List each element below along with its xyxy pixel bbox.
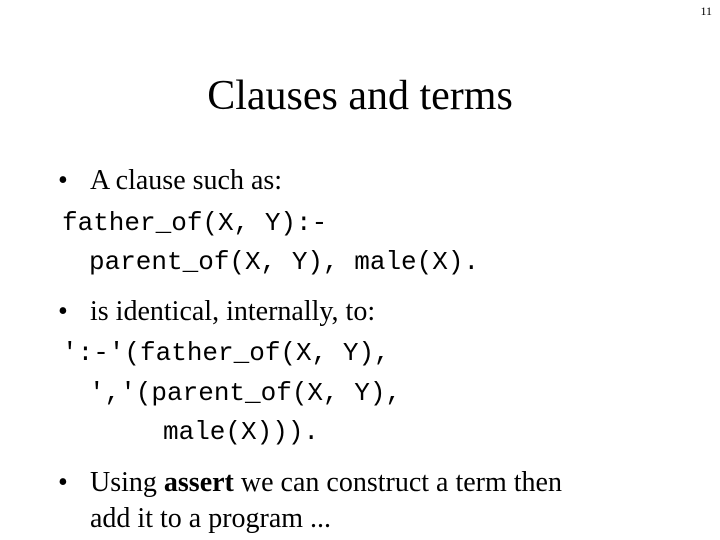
slide-number: 11 <box>700 4 712 18</box>
code-line-2: parent_of(X, Y), male(X). <box>89 247 480 277</box>
code-line-3: ':-'(father_of(X, Y), <box>62 338 390 368</box>
bullet-icon: • <box>58 467 68 498</box>
bullet-text: is identical, internally, to: <box>90 296 376 327</box>
assert-keyword: assert <box>163 467 234 498</box>
bullet-identical <box>58 296 376 328</box>
bullet-text-after: we can construct a term then <box>233 467 562 498</box>
code-line-5: male(X))). <box>163 417 320 447</box>
bullet-text-before: Using <box>90 467 164 498</box>
code-line-1: father_of(X, Y):- <box>62 208 328 238</box>
bullet-text-line2: add it to a program ... <box>90 503 332 534</box>
code-line-4: ','(parent_of(X, Y), <box>89 378 402 408</box>
bullet-assert <box>58 465 690 537</box>
bullet-icon: • <box>58 165 68 196</box>
bullet-clause <box>58 165 283 197</box>
slide-title: Clauses and terms <box>207 73 513 119</box>
bullet-text: A clause such as: <box>90 165 283 196</box>
bullet-icon: • <box>58 296 68 327</box>
